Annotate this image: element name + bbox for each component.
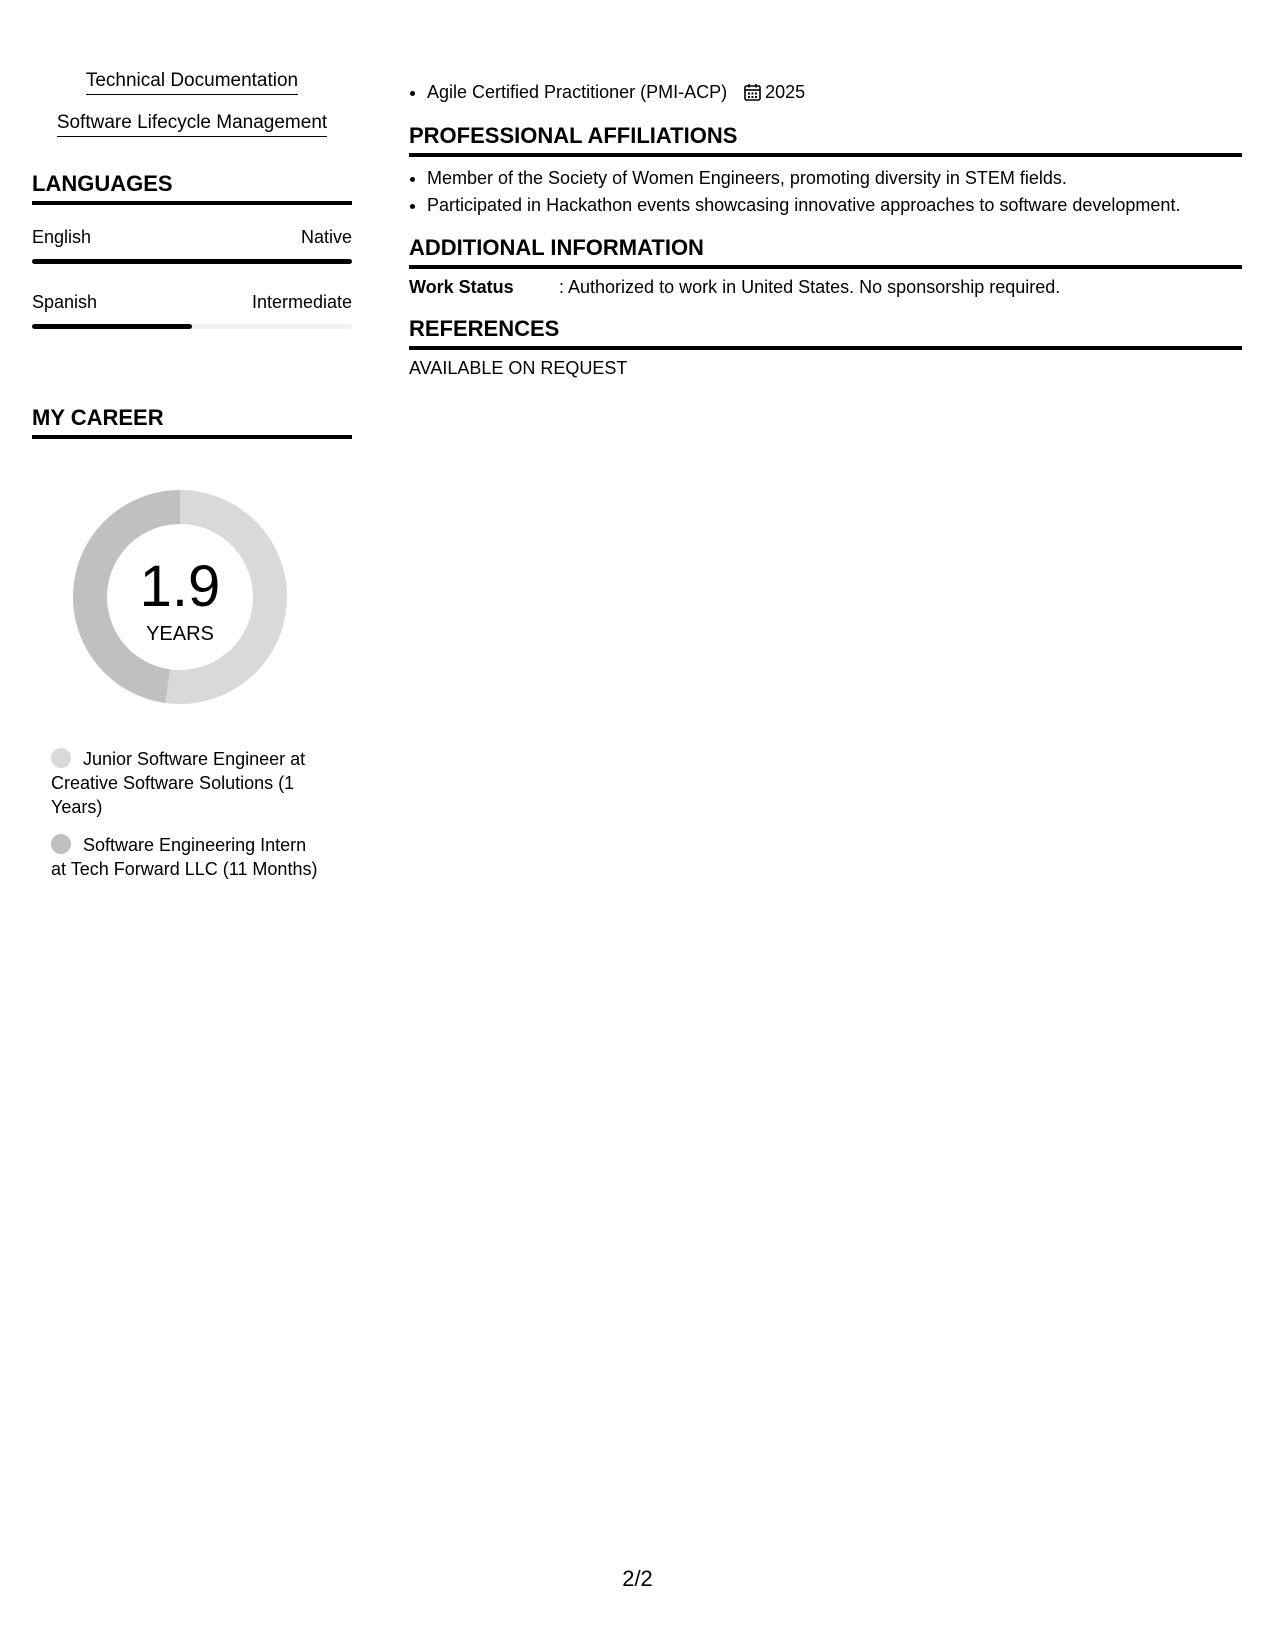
language-proficiency-fill	[32, 259, 352, 264]
certification-name: Agile Certified Practitioner (PMI-ACP)	[427, 82, 728, 102]
affiliation-item: • Member of the Society of Women Engineers, promoting diversity in STEM fields.	[427, 165, 1242, 192]
calendar-icon	[744, 82, 761, 109]
career-donut-chart	[66, 483, 294, 711]
language-name: English	[32, 227, 92, 247]
references-text: AVAILABLE ON REQUEST	[409, 358, 628, 378]
references-section	[409, 316, 1242, 379]
language-proficiency-bar	[32, 324, 352, 329]
career-section	[32, 405, 352, 881]
skill-technical-documentation[interactable]: Technical Documentation	[86, 70, 298, 95]
affiliation-item: • Participated in Hackathon events showcasing innovative approaches to software development.	[427, 192, 1242, 219]
career-total: 1.9	[139, 554, 221, 619]
career-title: MY CAREER	[32, 405, 352, 439]
certification-year: 2025	[765, 82, 806, 102]
career-unit: YEARS	[146, 623, 214, 645]
right-column	[409, 70, 1242, 379]
certification-item	[427, 79, 1242, 109]
additional-info-section	[409, 235, 1242, 298]
work-status-label: Work Status	[409, 277, 514, 297]
languages-section	[32, 171, 352, 329]
skills-list	[32, 70, 352, 137]
legend-label: Junior Software Engineer at Creative Software Solutions (1 Years)	[51, 749, 306, 817]
left-column	[32, 70, 352, 895]
work-status-row	[409, 277, 1242, 298]
legend-label: Software Engineering Intern at Tech Forward LLC (11 Months)	[51, 835, 318, 879]
legend-item	[51, 747, 321, 819]
legend-dot	[51, 748, 71, 768]
language-spanish	[32, 292, 352, 329]
career-legend	[51, 747, 321, 881]
language-proficiency-bar	[32, 259, 352, 264]
skill-software-lifecycle-management[interactable]: Software Lifecycle Management	[57, 112, 327, 137]
language-english	[32, 227, 352, 264]
languages-title: LANGUAGES	[32, 171, 352, 205]
affiliations-title: PROFESSIONAL AFFILIATIONS	[409, 123, 1242, 157]
additional-info-title: ADDITIONAL INFORMATION	[409, 235, 1242, 269]
language-level: Intermediate	[251, 292, 352, 312]
affiliations-list	[409, 165, 1242, 219]
references-title: REFERENCES	[409, 316, 1242, 350]
legend-item	[51, 833, 321, 881]
certifications-list	[409, 79, 1242, 109]
affiliations-section	[409, 123, 1242, 219]
work-status-value: : Authorized to work in United States. No sponsorship required.	[559, 277, 1061, 297]
language-name: Spanish	[32, 292, 98, 312]
language-proficiency-fill	[32, 324, 192, 329]
page-number: 2/2	[622, 1566, 653, 1591]
language-level: Native	[300, 227, 352, 247]
legend-dot	[51, 834, 71, 854]
